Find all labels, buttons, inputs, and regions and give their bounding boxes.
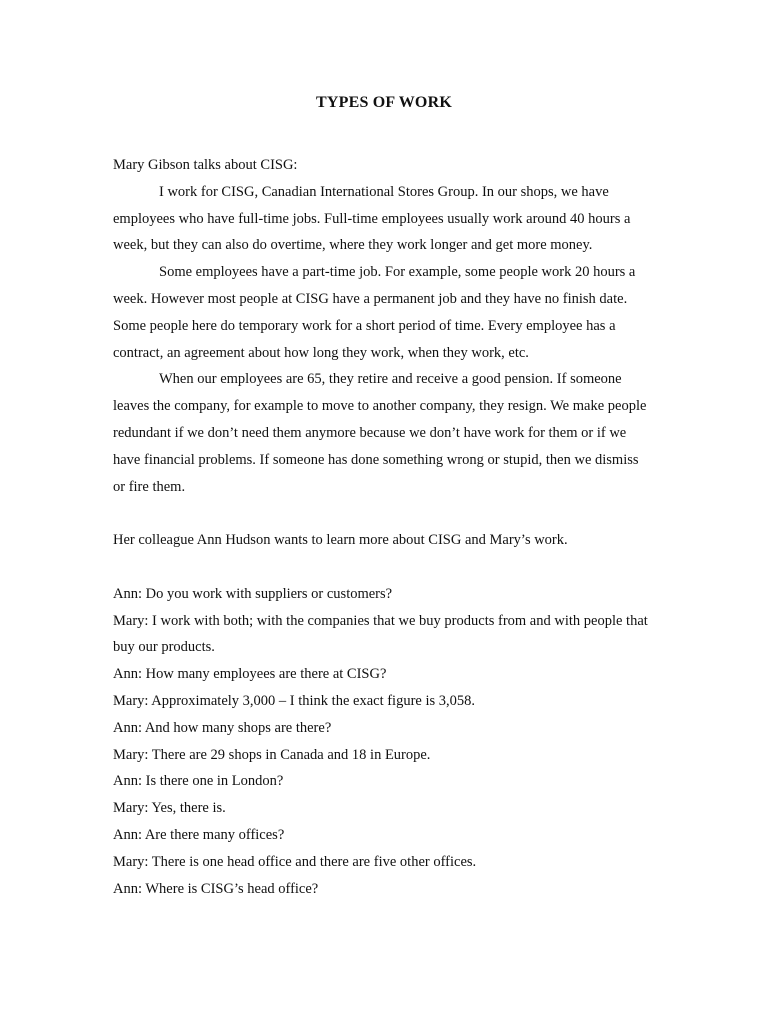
- paragraph-gap: [113, 500, 653, 527]
- dialogue-line: Mary: Approximately 3,000 – I think the exact figure is 3,058.: [113, 692, 476, 709]
- dialogue-line: Ann: Where is CISG’s head office?: [113, 880, 319, 897]
- document-body: [113, 152, 653, 902]
- dialogue-line: Ann: Is there one in London?: [113, 773, 284, 790]
- page-title: TYPES OF WORK: [316, 94, 452, 111]
- dialogue-line: Mary: Yes, there is.: [113, 800, 226, 817]
- dialogue-line: Mary: There are 29 shops in Canada and 18 in Europe.: [113, 746, 431, 763]
- paragraph-3: When our employees are 65, they retire and receive a good pension. If someone leaves the company, for example to move to another company, they resign. We make people redundant if we don’t need them anymore because we don’t have work for them or if we have financial problems. If someone has done something wrong or stupid, then we dismiss or fire them.: [113, 371, 647, 495]
- dialogue-line: Mary: I work with both; with the companies that we buy products from and with people that buy our products.: [113, 612, 648, 656]
- paragraph-1: I work for CISG, Canadian International Stores Group. In our shops, we have employees who have full-time jobs. Full-time employees usually work around 40 hours a week, but they can also do overtime, where they work longer and get more money.: [113, 183, 631, 254]
- dialogue-line: Ann: Do you work with suppliers or customers?: [113, 585, 393, 602]
- intro-line: Mary Gibson talks about CISG:: [113, 157, 298, 173]
- paragraph-2: Some employees have a part-time job. For example, some people work 20 hours a week. However most people at CISG have a permanent job and they have no finish date. Some people here do temporary work for a short period of time. Every employee has a contract, an agreement about how long they work, when they work, etc.: [113, 264, 636, 361]
- colleague-line: Her colleague Ann Hudson wants to learn more about CISG and Mary’s work.: [113, 532, 568, 549]
- dialogue-line: Ann: Are there many offices?: [113, 826, 285, 843]
- dialogue-line: Ann: And how many shops are there?: [113, 719, 332, 736]
- paragraph-gap: [113, 554, 653, 581]
- dialogue-line: Ann: How many employees are there at CISG?: [113, 666, 387, 683]
- dialogue-line: Mary: There is one head office and there are five other offices.: [113, 853, 477, 870]
